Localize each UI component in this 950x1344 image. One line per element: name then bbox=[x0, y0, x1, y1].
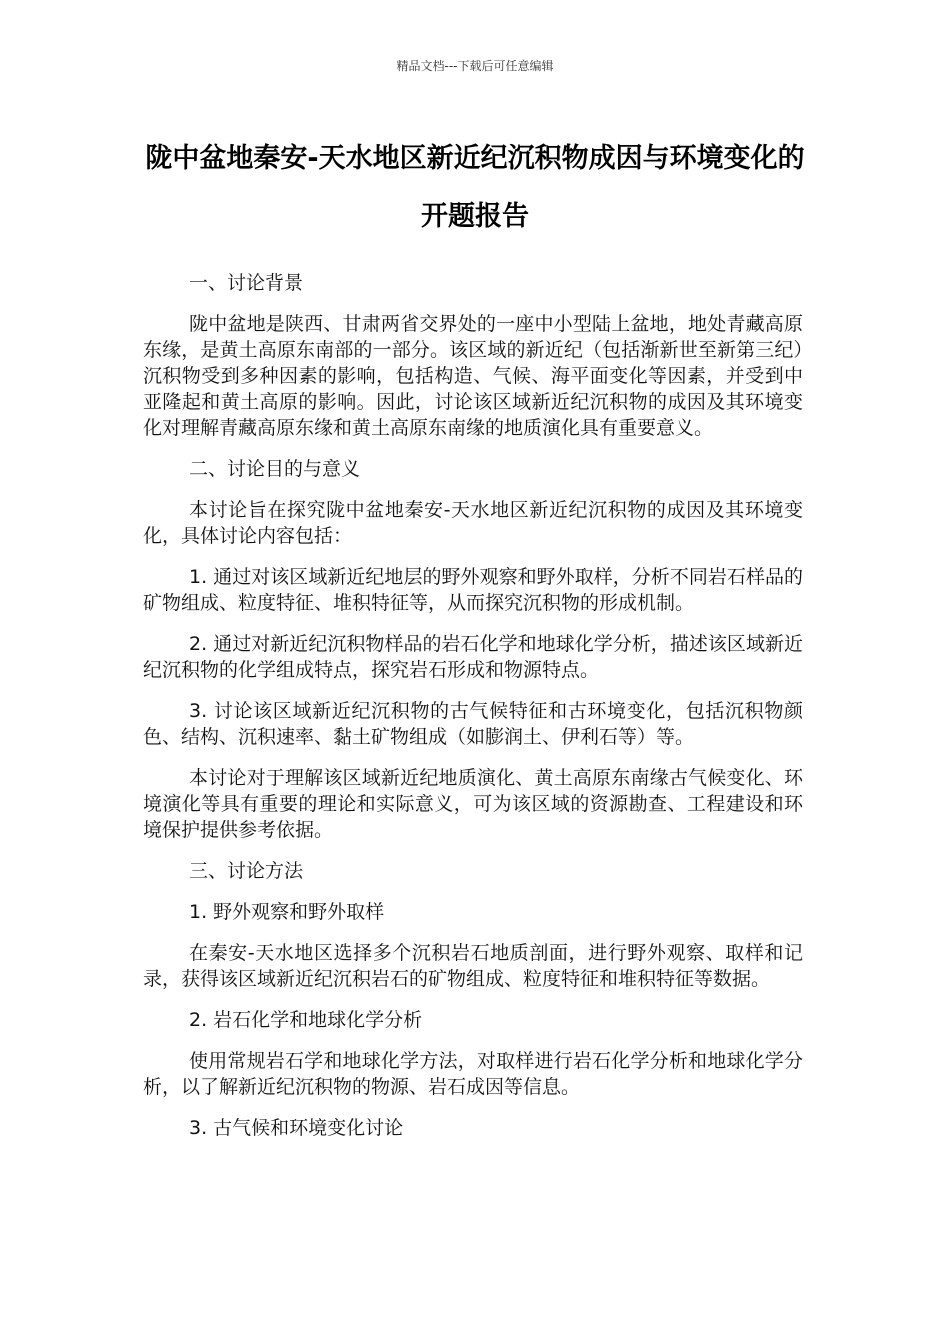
section-heading-background: 一、讨论背景 bbox=[189, 272, 304, 294]
section-heading-purpose: 二、讨论目的与意义 bbox=[189, 458, 361, 480]
paragraph-background: 陇中盆地是陕西、甘肃两省交界处的一座中小型陆上盆地，地处青藏高原东缘，是黄土高原东南部的一部分。该区域的新近纪（包括渐新世至新第三纪）沉积物受到多种因素的影响，包括构造、气候、海平面变化等因素，并受到中亚隆起和黄土高原的影响。因此，讨论该区域新近纪沉积物的成因及其环境变化对理解青藏高原东缘和黄土高原东南缘的地质演化具有重要意义。 bbox=[143, 313, 803, 439]
method-heading-geochem: 2. 岩石化学和地球化学分析 bbox=[189, 1009, 423, 1031]
method-heading-field: 1. 野外观察和野外取样 bbox=[189, 901, 385, 923]
list-item-purpose-1: 1. 通过对该区域新近纪地层的野外观察和野外取样，分析不同岩石样品的矿物组成、粒度特征、堆积特征等，从而探究沉积物的形成机制。 bbox=[143, 566, 803, 614]
list-item-purpose-2: 2. 通过对新近纪沉积物样品的岩石化学和地球化学分析，描述该区域新近纪沉积物的化学组成特点，探究岩石形成和物源特点。 bbox=[143, 633, 803, 681]
paragraph-method-geochem: 使用常规岩石学和地球化学方法，对取样进行岩石化学分析和地球化学分析，以了解新近纪沉积物的物源、岩石成因等信息。 bbox=[143, 1050, 803, 1098]
header-note: 精品文档---下载后可任意编辑 bbox=[396, 59, 554, 73]
paragraph-significance: 本讨论对于理解该区域新近纪地质演化、黄土高原东南缘古气候变化、环境演化等具有重要的理论和实际意义，可为该区域的资源勘查、工程建设和环境保护提供参考依据。 bbox=[143, 767, 803, 841]
document-title: 陇中盆地秦安-天水地区新近纪沉积物成因与环境变化的开题报告 bbox=[145, 143, 805, 232]
document-body bbox=[143, 270, 803, 1156]
paragraph-purpose-intro: 本讨论旨在探究陇中盆地秦安-天水地区新近纪沉积物的成因及其环境变化，具体讨论内容包括： bbox=[143, 499, 803, 547]
list-item-purpose-3: 3. 讨论该区域新近纪沉积物的古气候特征和古环境变化，包括沉积物颜色、结构、沉积速率、黏土矿物组成（如膨润土、伊利石等）等。 bbox=[143, 700, 803, 748]
paragraph-method-field: 在秦安-天水地区选择多个沉积岩石地质剖面，进行野外观察、取样和记录，获得该区域新近纪沉积岩石的矿物组成、粒度特征和堆积特征等数据。 bbox=[143, 942, 803, 990]
section-heading-methods: 三、讨论方法 bbox=[189, 860, 304, 882]
method-heading-paleoclimate: 3. 古气候和环境变化讨论 bbox=[189, 1117, 404, 1139]
